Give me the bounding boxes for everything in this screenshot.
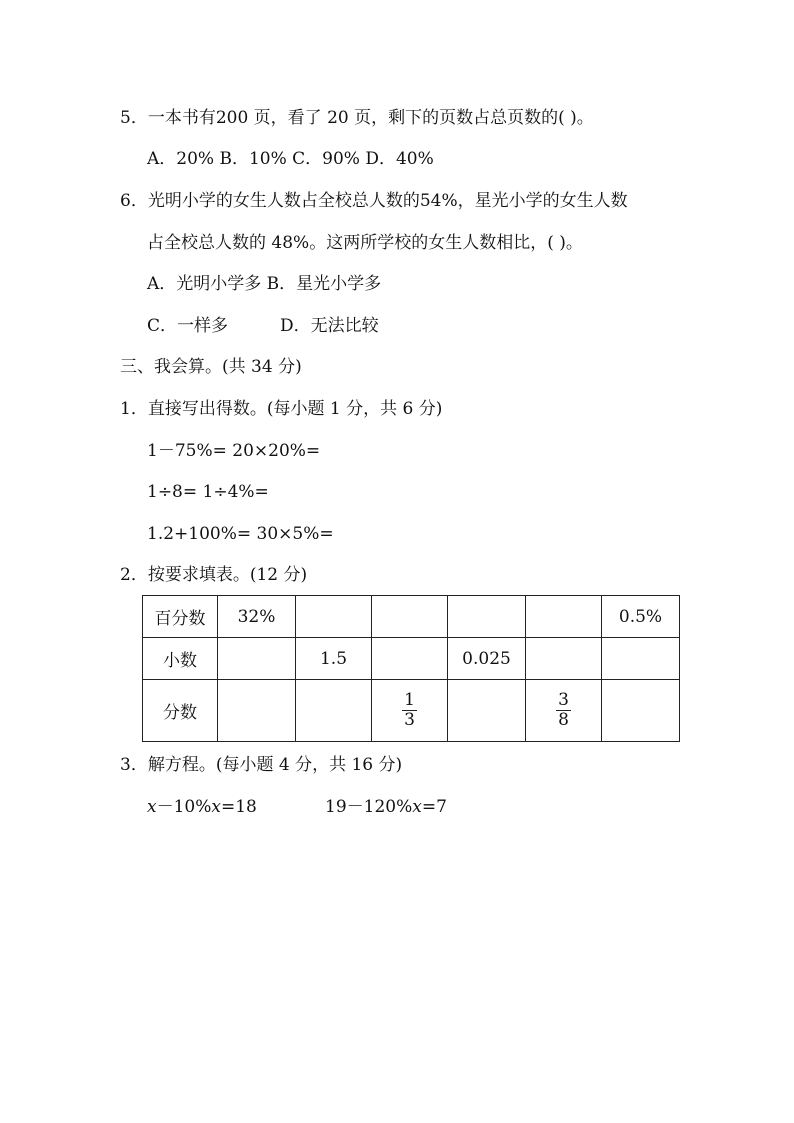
part-1-row-2: 1÷8= 1÷4%= <box>147 482 269 502</box>
cell-fraction <box>526 680 602 742</box>
cell: 32% <box>218 596 296 638</box>
row-label-decimal: 小数 <box>143 638 218 680</box>
cell <box>602 638 680 680</box>
fraction <box>556 691 571 730</box>
equation-term: =7 <box>421 797 447 817</box>
equation-term: 19－120% <box>325 797 413 817</box>
cell <box>448 596 526 638</box>
table-row-fraction <box>143 680 680 742</box>
part-1-row-3: 1.2+100%= 30×5%= <box>147 524 334 544</box>
part-3-heading: 3．解方程。(每小题 4 分，共 16 分) <box>120 755 403 775</box>
table-row-percent <box>143 596 680 638</box>
variable-x: x <box>412 797 422 817</box>
section-3-heading: 三、我会算。(共 34 分) <box>120 357 302 377</box>
cell: 0.5% <box>602 596 680 638</box>
cell <box>296 680 372 742</box>
question-6-stem-line-1: 6．光明小学的女生人数占全校总人数的54%，星光小学的女生人数 <box>120 191 628 211</box>
cell <box>448 680 526 742</box>
row-label-fraction: 分数 <box>143 680 218 742</box>
equation-1 <box>147 796 257 818</box>
question-5-stem: 5．一本书有200 页，看了 20 页，剩下的页数占总页数的( )。 <box>120 108 594 128</box>
cell <box>526 596 602 638</box>
cell <box>602 680 680 742</box>
cell <box>218 680 296 742</box>
question-6-option-c: C．一样多 <box>147 316 229 336</box>
conversion-table <box>142 595 680 742</box>
equation-term: －10% <box>156 797 212 817</box>
fraction-numerator: 1 <box>404 690 415 710</box>
question-5-options: A．20% B．10% C．90% D．40% <box>147 149 434 169</box>
fraction-denominator: 8 <box>558 710 569 730</box>
question-6-options-ab: A．光明小学多 B．星光小学多 <box>147 274 382 294</box>
part-2-heading: 2．按要求填表。(12 分) <box>120 565 308 585</box>
variable-x: x <box>211 797 221 817</box>
cell <box>372 638 448 680</box>
cell <box>296 596 372 638</box>
question-6-stem-line-2: 占全校总人数的 48%。这两所学校的女生人数相比，( )。 <box>147 233 583 253</box>
cell <box>526 638 602 680</box>
part-1-heading: 1．直接写出得数。(每小题 1 分，共 6 分) <box>120 399 443 419</box>
fraction-denominator: 3 <box>404 710 415 730</box>
cell-fraction <box>372 680 448 742</box>
row-label-percent: 百分数 <box>143 596 218 638</box>
equation-2 <box>325 796 447 818</box>
cell <box>218 638 296 680</box>
equation-term: =18 <box>220 797 257 817</box>
fraction <box>402 691 417 730</box>
part-1-row-1: 1－75%= 20×20%= <box>147 441 321 461</box>
table-row-decimal <box>143 638 680 680</box>
question-6-option-d: D．无法比较 <box>280 316 379 336</box>
cell <box>372 596 448 638</box>
cell: 1.5 <box>296 638 372 680</box>
cell: 0.025 <box>448 638 526 680</box>
variable-x: x <box>147 797 157 817</box>
fraction-numerator: 3 <box>558 690 569 710</box>
